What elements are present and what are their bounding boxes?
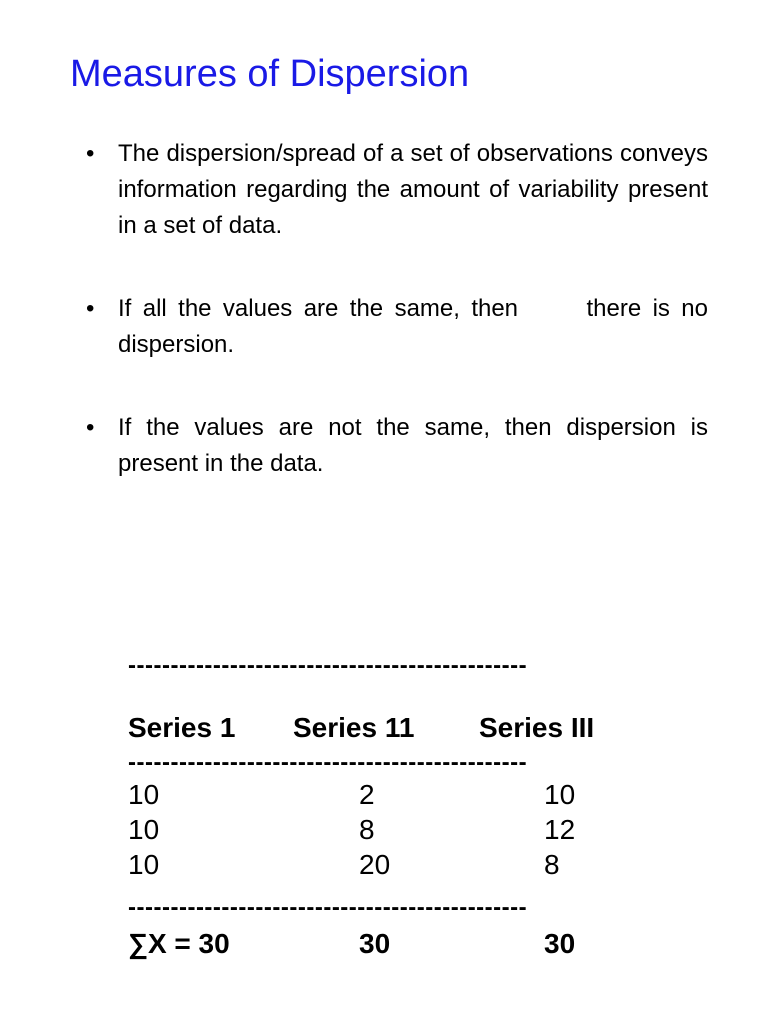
table-cell: 10 (128, 849, 160, 880)
series-table (128, 652, 648, 961)
table-cell: 10 (128, 814, 160, 845)
bullet-item (86, 291, 715, 363)
table-row (128, 847, 648, 882)
bullet-text: If all the values are the same, then there is no dispersion. (118, 295, 715, 358)
table-row (128, 777, 648, 812)
table-header-row (128, 710, 648, 745)
header-series-3: Series III (479, 712, 595, 743)
table-cell: 12 (544, 814, 576, 845)
page-title: Measures of Dispersion (70, 53, 470, 95)
bullet-icon: • (86, 140, 95, 167)
bullet-text: The dispersion/spread of a set of observations conveys information regarding the amount of variability present in a set of data. (118, 140, 708, 239)
table-cell: 8 (544, 849, 560, 880)
table-row (128, 812, 648, 847)
bullet-text: If the values are not the same, then dispersion is present in the data. (118, 414, 708, 477)
sum-series-2: 30 (359, 928, 391, 959)
bullet-item (86, 410, 708, 482)
bullet-list (86, 136, 715, 529)
sum-label: ∑X = 30 (128, 928, 230, 959)
header-series-2: Series 11 (293, 712, 415, 743)
bullet-item (86, 136, 708, 244)
table-sum-row (128, 926, 648, 961)
sum-series-3: 30 (544, 928, 576, 959)
header-series-1: Series 1 (128, 712, 236, 743)
table-cell: 20 (359, 849, 391, 880)
table-cell: 10 (128, 779, 160, 810)
table-cell: 10 (544, 779, 576, 810)
separator-line: ----------------------------------------------- (128, 749, 528, 776)
separator-line: ----------------------------------------------- (128, 652, 528, 679)
bullet-icon: • (86, 414, 95, 441)
table-cell: 8 (359, 814, 375, 845)
table-cell: 2 (359, 779, 375, 810)
bullet-icon: • (86, 295, 95, 322)
separator-line: ----------------------------------------------- (128, 894, 528, 921)
